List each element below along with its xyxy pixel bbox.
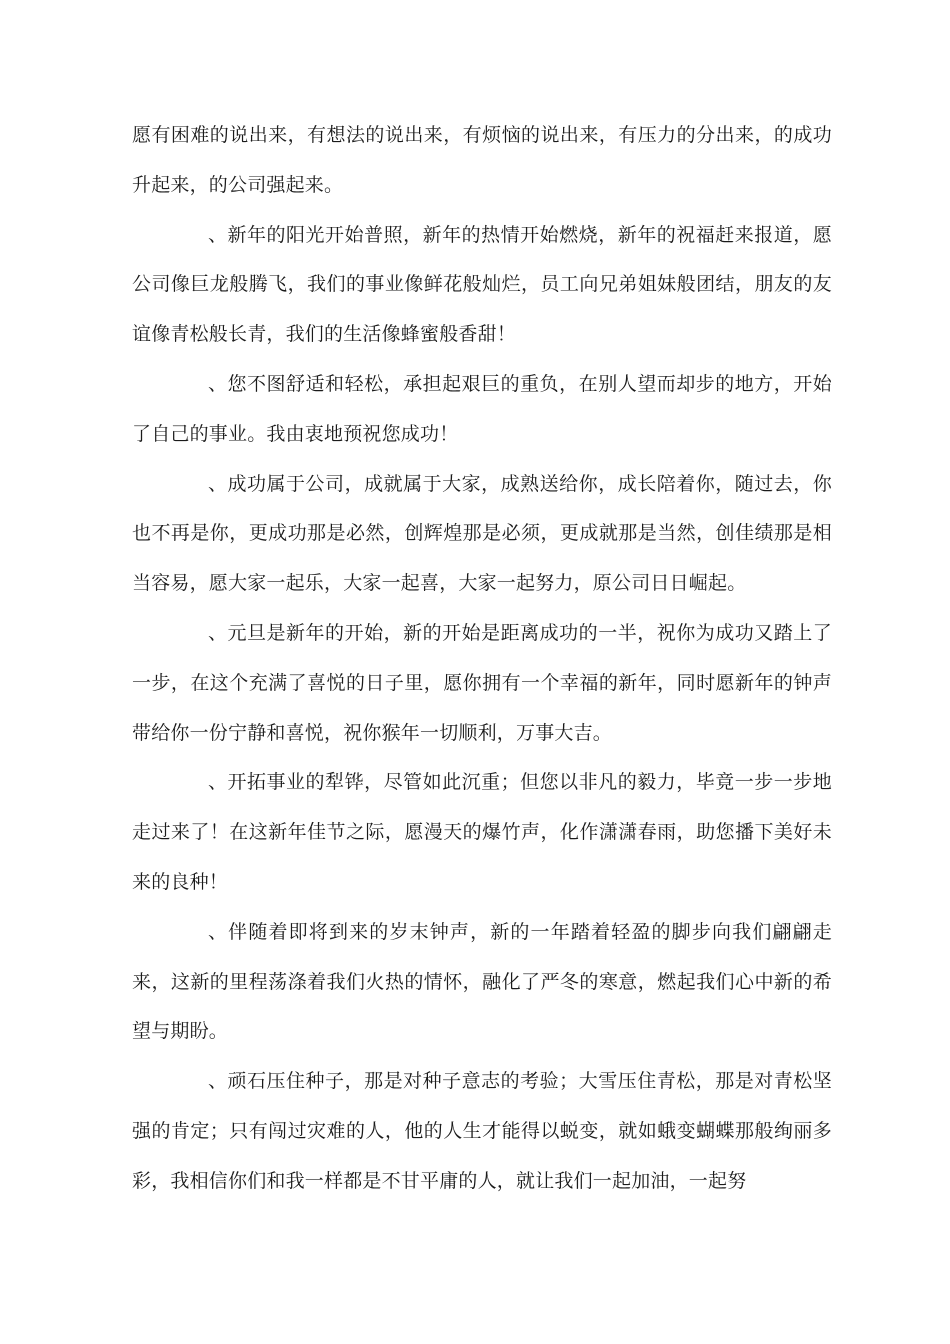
paragraph-5: 、元旦是新年的开始，新的开始是距离成功的一半，祝你为成功又踏上了一步，在这个充满了喜悦的日子里，愿你拥有一个幸福的新年，同时愿新年的钟声带给你一份宁静和喜悦，祝你猴年一切顺利，万事大吉。 — [132, 621, 832, 744]
paragraph-1: 愿有困难的说出来，有想法的说出来，有烦恼的说出来，有压力的分出来，的成功升起来，的公司强起来。 — [132, 124, 832, 196]
paragraph-6: 、开拓事业的犁铧，尽管如此沉重；但您以非凡的毅力，毕竟一步一步地走过来了！在这新年佳节之际，愿漫天的爆竹声，化作潇潇春雨，助您播下美好未来的良种！ — [132, 771, 832, 893]
document-body — [132, 111, 832, 1207]
paragraph-2: 、新年的阳光开始普照，新年的热情开始燃烧，新年的祝福赶来报道，愿公司像巨龙般腾飞，我们的事业像鲜花般灿烂，员工向兄弟姐妹般团结，朋友的友谊像青松般长青，我们的生活像蜂蜜般香甜！ — [132, 223, 832, 346]
paragraph-8: 、顽石压住种子，那是对种子意志的考验；大雪压住青松，那是对青松坚强的肯定；只有闯过灾难的人，他的人生才能得以蜕变，就如蛾变蝴蝶那般绚丽多彩，我相信你们和我一样都是不甘平庸的人，就让我们一起加油，一起努 — [132, 1070, 832, 1192]
paragraph-4: 、成功属于公司，成就属于大家，成熟送给你，成长陪着你，随过去，你也不再是你，更成功那是必然，创辉煌那是必须，更成就那是当然，创佳绩那是相当容易，愿大家一起乐，大家一起喜，大家一起努力，原公司日日崛起。 — [132, 472, 832, 595]
paragraph-3: 、您不图舒适和轻松，承担起艰巨的重负，在别人望而却步的地方，开始了自己的事业。我由衷地预祝您成功！ — [132, 372, 832, 445]
paragraph-7: 、伴随着即将到来的岁末钟声，新的一年踏着轻盈的脚步向我们翩翩走来，这新的里程荡涤着我们火热的情怀，融化了严冬的寒意，燃起我们心中新的希望与期盼。 — [132, 920, 832, 1043]
